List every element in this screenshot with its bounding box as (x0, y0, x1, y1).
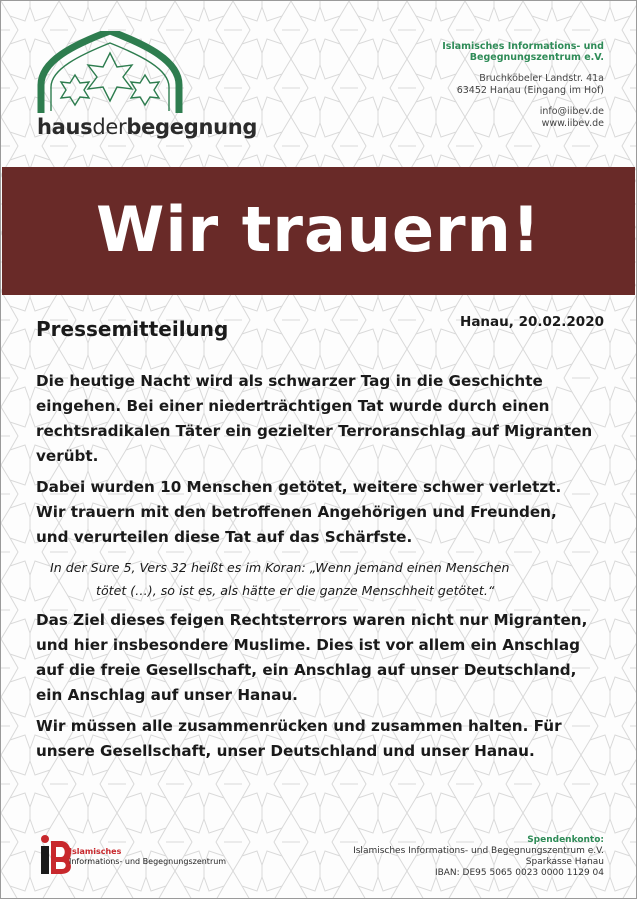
mourning-banner (2, 167, 635, 295)
organization-web-contact (304, 106, 604, 130)
website-text: www.iibev.de (541, 118, 604, 129)
donation-account-block: Spendenkonto: Islamisches Informations- und Begegnungszentrum e.V. Sparkasse Hanau IBAN: DE95 5065 0023 0000 1129 04 (304, 835, 604, 879)
organization-contact-block (304, 41, 604, 130)
press-release-body (36, 369, 611, 770)
mosque-arch-icon (35, 31, 185, 116)
iib-footer-logo (39, 833, 239, 879)
banner-title: Wir trauern! (95, 193, 542, 266)
ib-logo-text: Islamisches Informations- und Begegnungszentrum (69, 847, 227, 866)
press-release-heading: Pressemitteilung (36, 317, 229, 341)
paragraph-1: Die heutige Nacht wird als schwarzer Tag in die Geschichte eingehen. Bei einer niederträchtigen Tat wurde durch einen rechtsradikalen Täter ein gezielter Terroranschlag auf Migranten verübt. (36, 372, 593, 465)
donation-label: Spendenkonto: (527, 835, 604, 845)
haus-der-begegnung-logo (35, 31, 275, 151)
organization-address: Bruchköbeler Landstr. 41a 63452 Hanau (Eingang im Hof) (456, 73, 604, 96)
logo-wordmark: hausderbegegnung (37, 115, 258, 139)
organization-name: Islamisches Informations- und Begegnungszentrum e.V. (442, 41, 604, 63)
koran-quote: In der Sure 5, Vers 32 heißt es im Koran: „Wenn jemand einen Menschen tötet (…), so ist es, als hätte er die ganze Menschheit getötet.“ (50, 560, 510, 598)
paragraph-4: Wir müssen alle zusammenrücken und zusammen halten. Für unsere Gesellschaft, unser Deutschland und unser Hanau. (36, 717, 562, 760)
iban-text: IBAN: DE95 5065 0023 0000 1129 04 (434, 868, 604, 878)
paragraph-3: Das Ziel dieses feigen Rechtsterrors waren nicht nur Migranten, und hier insbesondere Muslime. Dies ist vor allem ein Anschlag auf die freie Gesellschaft, ein Anschlag auf unser Deutschland, ein Anschlag auf unser Hanau. (36, 611, 588, 704)
dateline: Hanau, 20.02.2020 (460, 314, 604, 330)
paragraph-2: Dabei wurden 10 Menschen getötet, weitere schwer verletzt. Wir trauern mit den betroffenen Angehörigen und Freunden, und verurteilen diese Tat auf das Schärfste. (36, 478, 562, 546)
email-text: info@iibev.de (539, 106, 604, 117)
